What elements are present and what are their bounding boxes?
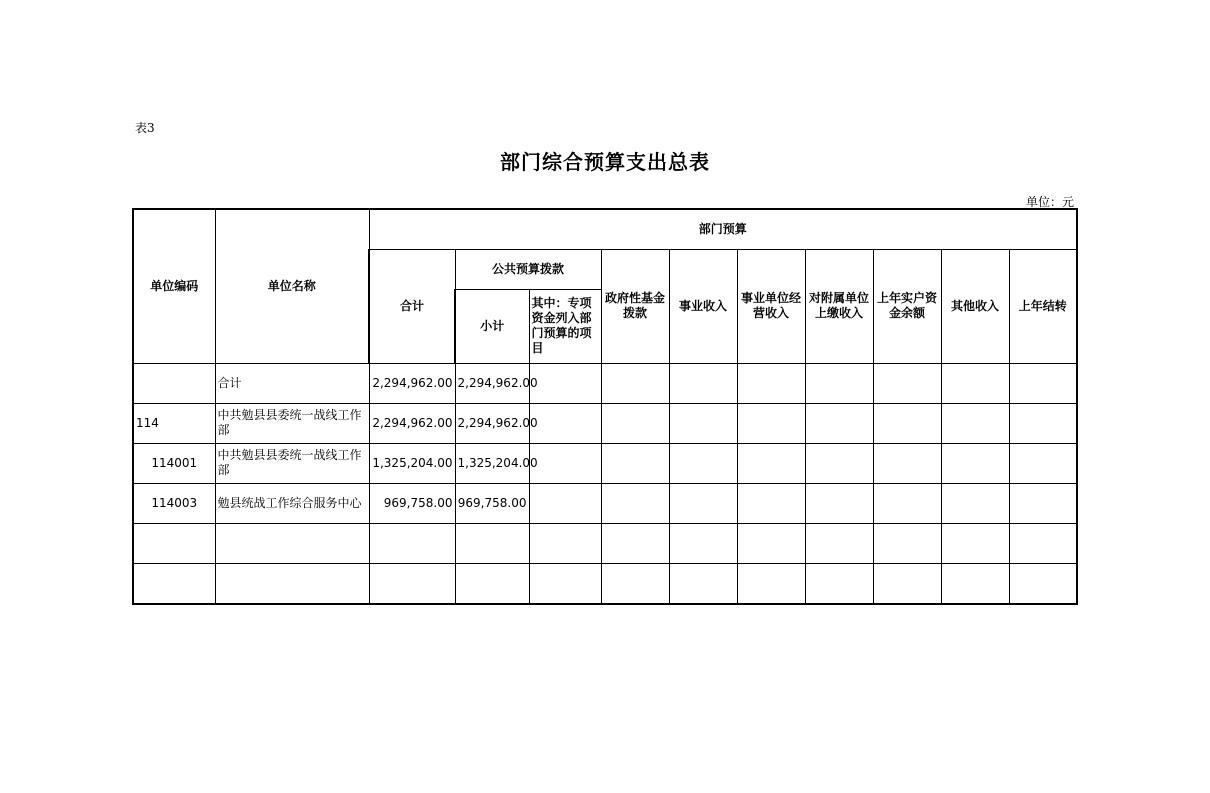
- empty-cell: [215, 563, 369, 604]
- row-total: 1,325,204.00: [369, 443, 455, 483]
- empty-cell: [529, 363, 601, 403]
- budget-table: [132, 208, 1078, 605]
- empty-cell: [941, 483, 1009, 523]
- row-name: 中共勉县县委统一战线工作部: [215, 443, 369, 483]
- empty-cell: [1009, 483, 1077, 523]
- row-name: 中共勉县县委统一战线工作部: [215, 403, 369, 443]
- header-other-income: 其他收入: [941, 249, 1009, 363]
- header-operating-income: 事业单位经营收入: [737, 249, 805, 363]
- empty-cell: [805, 403, 873, 443]
- row-code: [133, 363, 215, 403]
- table-row: [133, 403, 1077, 443]
- row-code: 114003: [133, 483, 215, 523]
- empty-cell: [601, 443, 669, 483]
- header-special-funds: 其中：专项资金列入部门预算的项目: [529, 289, 601, 363]
- table-number: 表3: [135, 121, 155, 135]
- empty-cell: [941, 523, 1009, 563]
- empty-cell: [805, 563, 873, 604]
- empty-cell: [133, 523, 215, 563]
- empty-cell: [737, 483, 805, 523]
- empty-cell: [601, 563, 669, 604]
- row-total: 969,758.00: [369, 483, 455, 523]
- empty-cell: [737, 443, 805, 483]
- row-subtotal: 1,325,204.00: [455, 443, 529, 483]
- row-subtotal: 2,294,962.00: [455, 403, 529, 443]
- empty-cell: [805, 483, 873, 523]
- empty-cell: [941, 563, 1009, 604]
- empty-cell: [669, 523, 737, 563]
- table-row: [133, 443, 1077, 483]
- header-public-budget: 公共预算拨款: [455, 249, 601, 289]
- empty-cell: [737, 563, 805, 604]
- empty-cell: [133, 563, 215, 604]
- empty-cell: [1009, 403, 1077, 443]
- header-unit-code: 单位编码: [133, 209, 215, 363]
- empty-cell: [873, 403, 941, 443]
- empty-cell: [941, 403, 1009, 443]
- row-name: 合计: [215, 363, 369, 403]
- empty-cell: [873, 443, 941, 483]
- empty-cell: [941, 443, 1009, 483]
- header-subsidiary-income: 对附属单位上缴收入: [805, 249, 873, 363]
- empty-cell: [1009, 523, 1077, 563]
- row-code: 114: [133, 403, 215, 443]
- empty-cell: [669, 403, 737, 443]
- table-row: [133, 483, 1077, 523]
- empty-cell: [369, 563, 455, 604]
- empty-cell: [369, 523, 455, 563]
- header-business-income: 事业收入: [669, 249, 737, 363]
- empty-cell: [215, 523, 369, 563]
- header-unit-name: 单位名称: [215, 209, 369, 363]
- row-total: 2,294,962.00: [369, 403, 455, 443]
- empty-cell: [873, 483, 941, 523]
- empty-cell: [529, 403, 601, 443]
- empty-cell: [669, 563, 737, 604]
- empty-cell: [1009, 563, 1077, 604]
- header-dept-budget: 部门预算: [369, 209, 1077, 249]
- row-code: 114001: [133, 443, 215, 483]
- page-title: 部门综合预算支出总表: [500, 150, 710, 174]
- header-subtotal: 小计: [455, 289, 529, 363]
- empty-cell: [529, 483, 601, 523]
- empty-cell: [873, 523, 941, 563]
- row-total: 2,294,962.00: [369, 363, 455, 403]
- empty-cell: [455, 523, 529, 563]
- row-subtotal: 2,294,962.00: [455, 363, 529, 403]
- empty-cell: [455, 563, 529, 604]
- empty-cell: [805, 443, 873, 483]
- header-prior-balance: 上年实户资金余额: [873, 249, 941, 363]
- table-row-empty: [133, 563, 1077, 604]
- empty-cell: [737, 363, 805, 403]
- empty-cell: [529, 443, 601, 483]
- empty-cell: [805, 363, 873, 403]
- empty-cell: [873, 563, 941, 604]
- row-name: 勉县统战工作综合服务中心: [215, 483, 369, 523]
- table-row: [133, 363, 1077, 403]
- empty-cell: [873, 363, 941, 403]
- empty-cell: [601, 403, 669, 443]
- empty-cell: [529, 523, 601, 563]
- empty-cell: [737, 403, 805, 443]
- empty-cell: [529, 563, 601, 604]
- empty-cell: [669, 443, 737, 483]
- empty-cell: [941, 363, 1009, 403]
- empty-cell: [669, 483, 737, 523]
- header-total: 合计: [369, 249, 455, 363]
- empty-cell: [737, 523, 805, 563]
- empty-cell: [601, 363, 669, 403]
- empty-cell: [669, 363, 737, 403]
- empty-cell: [1009, 443, 1077, 483]
- header-prior-carryover: 上年结转: [1009, 249, 1077, 363]
- unit-label: 单位：元: [1025, 195, 1074, 209]
- row-subtotal: 969,758.00: [455, 483, 529, 523]
- empty-cell: [805, 523, 873, 563]
- empty-cell: [601, 523, 669, 563]
- header-gov-fund: 政府性基金拨款: [601, 249, 669, 363]
- table-row-empty: [133, 523, 1077, 563]
- empty-cell: [601, 483, 669, 523]
- empty-cell: [1009, 363, 1077, 403]
